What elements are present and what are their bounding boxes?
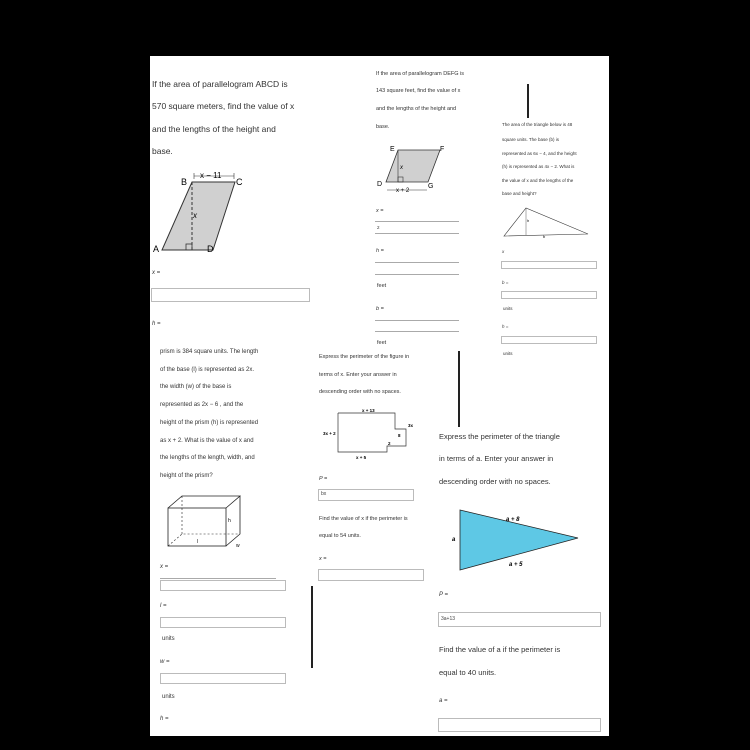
vertex-e: E — [390, 146, 395, 153]
problem-5-line: descending order with no spaces. — [319, 389, 401, 395]
parallelogram-defg-figure — [374, 142, 454, 198]
label-bottom: a + 5 — [509, 562, 523, 568]
problem-6-line: descending order with no spaces. — [439, 477, 551, 486]
composite-figure — [320, 404, 430, 462]
label-height: x — [193, 211, 197, 220]
l-input[interactable] — [160, 617, 286, 628]
parallelogram-abcd-figure — [150, 166, 260, 256]
P-value: bx — [321, 491, 327, 497]
problem-3-line: base and height? — [502, 191, 537, 196]
vertex-g: G — [428, 183, 434, 190]
label-base: b — [543, 234, 546, 238]
problem-4-line: represented as 2x − 6 , and the — [160, 402, 244, 408]
label-top: x − 11 — [200, 171, 222, 180]
x-label: x = — [152, 270, 161, 276]
problem-2-line: If the area of parallelogram DEFG is — [376, 71, 465, 77]
label-left: a — [452, 537, 456, 543]
question-line: Find the value of a if the perimeter is — [439, 645, 561, 654]
label-inner: 8 — [398, 433, 401, 438]
a-input[interactable] — [438, 718, 601, 732]
label-top: a + 8 — [506, 517, 520, 523]
problem-4-line: height of the prism (h) is represented — [160, 420, 259, 426]
unit-label: units — [162, 636, 175, 642]
problem-3-line: the value of x and the lengths of the — [502, 178, 574, 183]
label-left: 3x + 2 — [323, 431, 336, 436]
problem-3-line: represented as 6x − 4, and the height — [502, 151, 577, 156]
label-right: 3x — [408, 423, 414, 428]
problem-4-line: as x + 2. What is the value of x and — [160, 438, 254, 444]
triangle-figure — [500, 202, 592, 238]
scroll-divider — [311, 586, 313, 668]
problem-1-line: and the lengths of the height and — [152, 124, 276, 134]
a-label: a = — [439, 698, 448, 704]
label-height: x — [400, 165, 403, 171]
label-step: 2 — [388, 441, 391, 446]
w-label: w = — [160, 659, 170, 665]
x-label: x = — [160, 564, 169, 570]
l-label: l = — [160, 603, 167, 609]
h-label: h = — [502, 324, 509, 329]
problem-3-line: (h) is represented as 4x − 2. What is — [502, 164, 575, 169]
question-line: equal to 40 units. — [439, 668, 497, 677]
problem-5-line: Express the perimeter of the figure in — [319, 354, 410, 360]
P-input[interactable] — [438, 612, 601, 627]
x-input[interactable] — [501, 261, 597, 269]
problem-4-line: the width (w) of the base is — [160, 384, 232, 390]
vertex-d: D — [207, 244, 214, 254]
x-label: x = — [376, 208, 384, 214]
label-height: h — [527, 218, 530, 223]
b-label: b = — [376, 306, 384, 312]
b-label: b = — [502, 280, 509, 285]
P-label: P = — [319, 476, 328, 482]
problem-4-line: height of the prism? — [160, 473, 213, 479]
problem-5-line: terms of x. Enter your answer in — [319, 372, 397, 378]
h-label: h = — [160, 716, 169, 722]
problem-2-line: and the lengths of the height and — [376, 106, 457, 112]
label-bottom: x + 2 — [396, 188, 410, 194]
label-top: x + 13 — [362, 408, 375, 413]
vertex-f: F — [440, 146, 445, 153]
worksheet-page — [150, 56, 609, 736]
P-value: 3a+13 — [441, 616, 456, 622]
scroll-divider — [458, 351, 460, 427]
vertex-d: D — [377, 181, 383, 188]
x-label: x — [502, 249, 505, 254]
problem-1-line: base. — [152, 146, 173, 156]
problem-2-line: 143 square feet, find the value of x — [376, 88, 461, 94]
P-label: P = — [439, 592, 448, 598]
problem-2-line: base. — [376, 124, 390, 130]
b-input[interactable] — [501, 291, 597, 299]
x-value[interactable]: 2 — [377, 225, 380, 230]
vertex-a: A — [153, 244, 160, 254]
problem-3-line: The area of the triangle below is 48 — [502, 122, 573, 127]
x-input[interactable] — [151, 288, 310, 302]
label-l: l — [197, 539, 199, 545]
vertex-b: B — [181, 177, 188, 187]
unit-label: units — [503, 306, 513, 311]
unit-label: units — [162, 694, 175, 700]
question-line: equal to 54 units. — [319, 533, 361, 539]
problem-1-line: If the area of parallelogram ABCD is — [152, 79, 288, 89]
unit-label: units — [503, 351, 513, 356]
unit-label: feet — [377, 283, 387, 289]
w-input[interactable] — [160, 673, 286, 684]
h-label: h = — [376, 248, 384, 254]
blue-triangle-figure — [448, 504, 588, 580]
scroll-divider — [527, 84, 529, 118]
problem-4-line: of the base (l) is represented as 2x. — [160, 367, 255, 373]
prism-figure — [164, 492, 254, 552]
x-input[interactable] — [160, 580, 286, 591]
question-line: Find the value of x if the perimeter is — [319, 516, 408, 522]
P-input[interactable] — [318, 489, 414, 501]
label-bottom: x + 5 — [356, 455, 367, 460]
problem-3-line: square units. The base (b) is — [502, 137, 559, 142]
problem-4-line: the lengths of the length, width, and — [160, 455, 255, 461]
unit-label: feet — [377, 340, 387, 346]
h-label: h = — [152, 321, 161, 327]
vertex-c: C — [236, 177, 243, 187]
problem-6-line: in terms of a. Enter your answer in — [439, 454, 554, 463]
problem-1-line: 570 square meters, find the value of x — [152, 101, 295, 111]
h-input[interactable] — [501, 336, 597, 344]
x-input[interactable] — [318, 569, 424, 581]
problem-6-line: Express the perimeter of the triangle — [439, 432, 560, 441]
x-label: x = — [319, 556, 327, 562]
label-w: w — [236, 543, 240, 549]
label-h: h — [228, 518, 231, 524]
problem-4-line: prism is 384 square units. The length — [160, 349, 259, 355]
